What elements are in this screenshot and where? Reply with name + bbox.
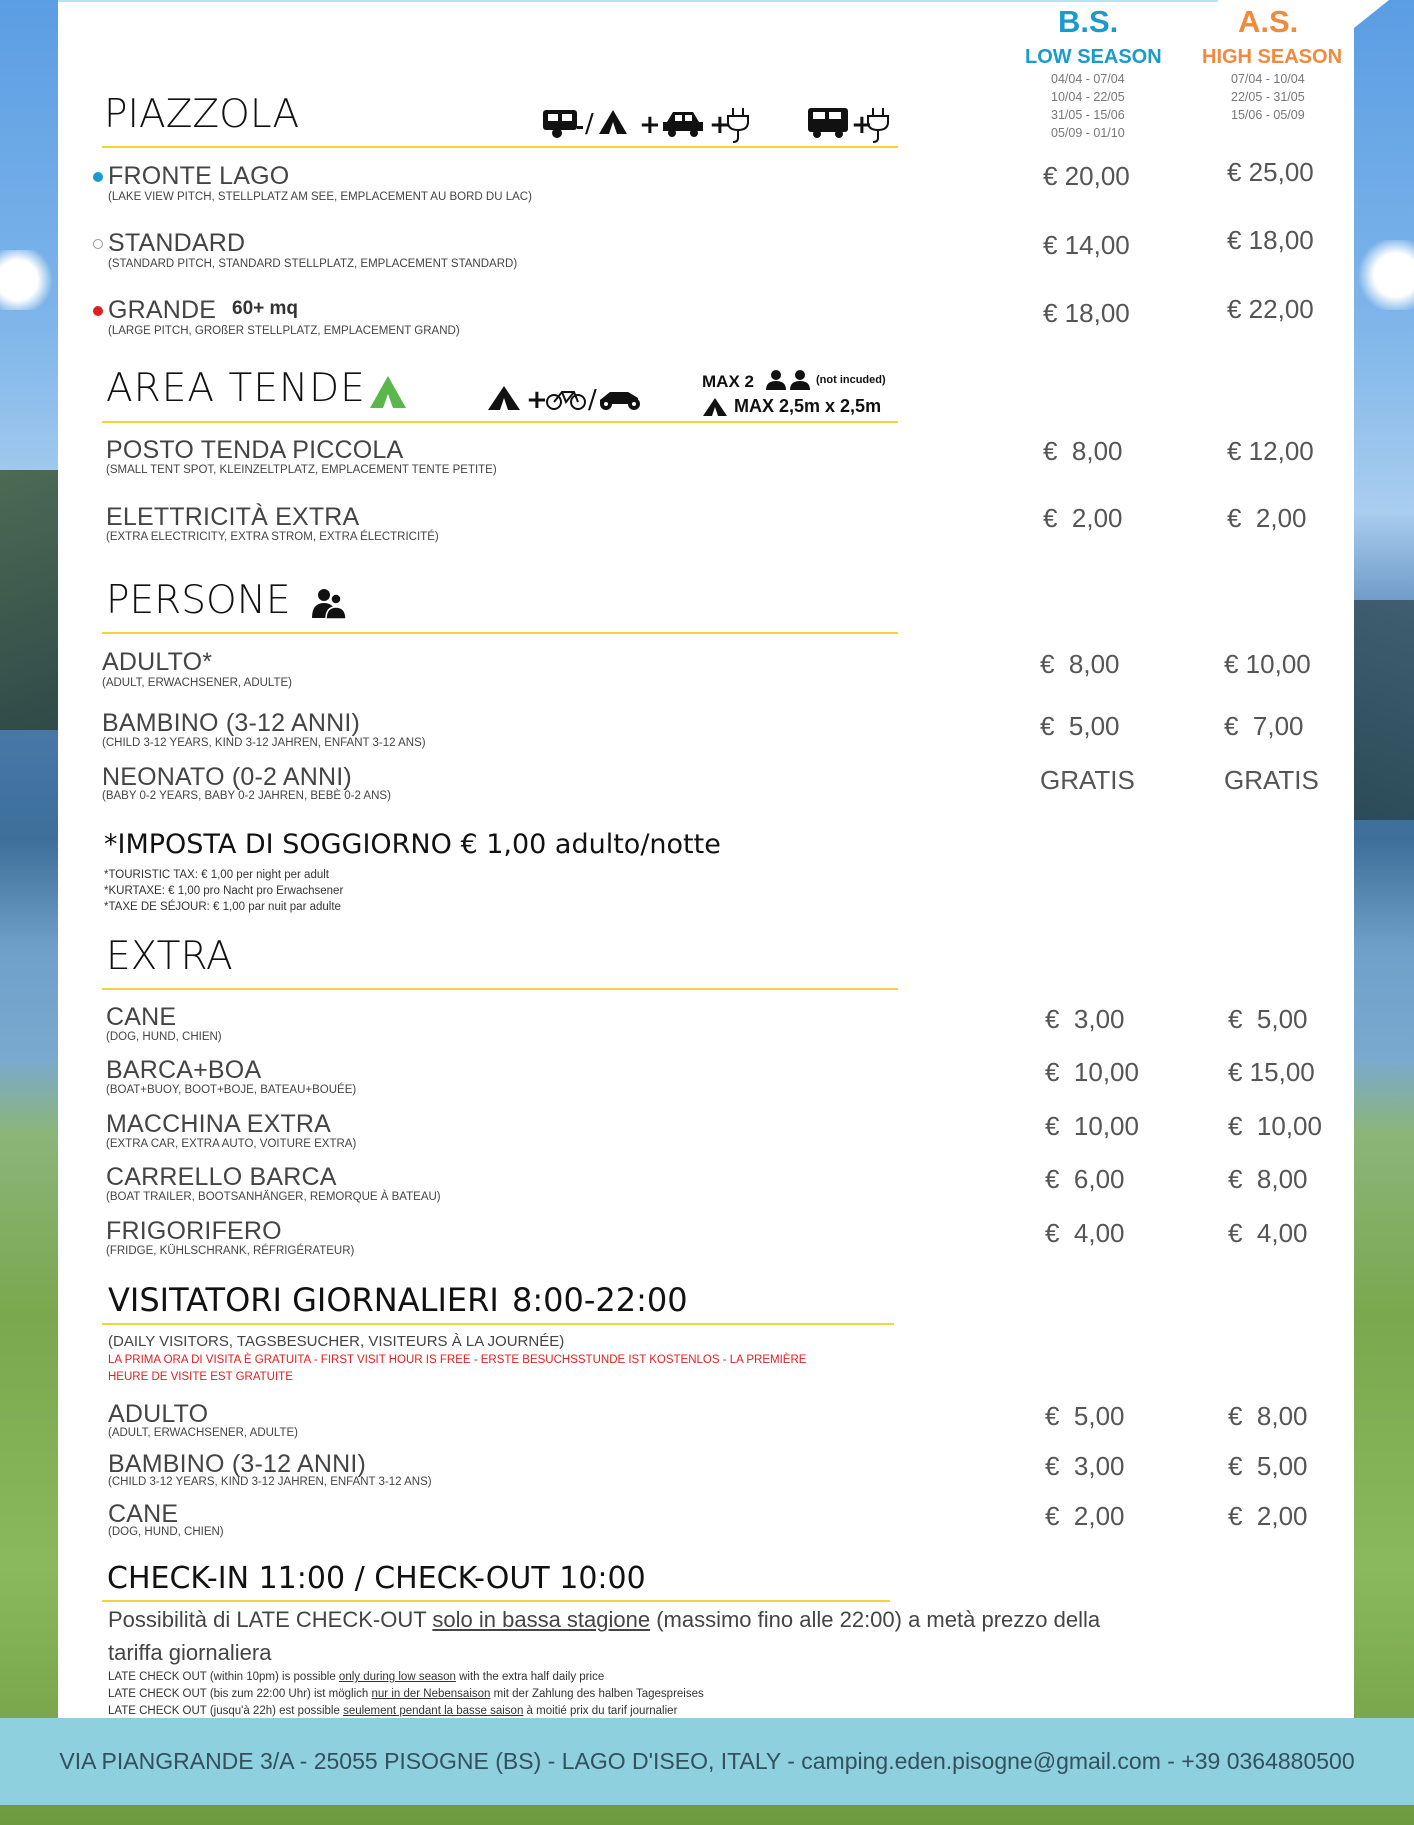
svg-text:+: + — [639, 110, 661, 140]
frigorifero-bs-price: € 4,00 — [1045, 1218, 1125, 1248]
visitor-adulto-bs-price: € 5,00 — [1045, 1401, 1125, 1431]
camper-icon — [808, 108, 848, 138]
frigorifero-sub: (FRIDGE, KÜHLSCHRANK, RÉFRIGÉRATEUR) — [106, 1245, 355, 1257]
carrello-barca-bs-price: € 6,00 — [1045, 1164, 1125, 1194]
visitatori-free-hour-2: HEURE DE VISITE EST GRATUITE — [108, 1371, 293, 1383]
as-date-3: 15/06 - 05/09 — [1231, 108, 1305, 122]
persone-underline — [102, 632, 898, 634]
visitor-adulto-as-price: € 8,00 — [1228, 1401, 1308, 1431]
macchina-extra-as-price: € 10,00 — [1228, 1111, 1322, 1141]
fronte-lago-label: FRONTE LAGO — [108, 162, 290, 190]
visitor-cane-sub: (DOG, HUND, CHIEN) — [108, 1526, 224, 1538]
top-border — [58, 0, 1218, 2]
not-included-note: (not incuded) — [816, 374, 886, 386]
cloud-right — [1354, 240, 1414, 310]
tent-icon — [488, 386, 520, 410]
late-checkout-it: Possibilità di LATE CHECK-OUT solo in bassa stagione (massimo fino alle 22:00) a metà prezzo della — [108, 1607, 1101, 1632]
bs-date-2: 10/04 - 22/05 — [1051, 90, 1125, 104]
as-code: A.S. — [1238, 4, 1299, 39]
cloud-left — [0, 250, 58, 310]
grande-size: 60+ mq — [232, 298, 299, 319]
visitor-cane-label: CANE — [108, 1500, 179, 1528]
footer-address[interactable]: VIA PIANGRANDE 3/A - 25055 PISOGNE (BS) - LAGO D'ISEO, ITALY - camping.eden.pisogne@gmail.com - +39 0364880500 — [59, 1748, 1355, 1774]
as-date-2: 22/05 - 31/05 — [1231, 90, 1305, 104]
standard-label: STANDARD — [108, 229, 246, 257]
piazzola-title: PIAZZOLA — [104, 92, 300, 137]
visitor-bambino-as-price: € 5,00 — [1228, 1451, 1308, 1481]
svg-text:/: / — [585, 109, 594, 139]
bs-label: LOW SEASON — [1025, 46, 1162, 68]
posto-tenda-as-price: € 12,00 — [1227, 436, 1314, 466]
adulto-as-price: € 10,00 — [1224, 649, 1311, 679]
late-checkout-de: LATE CHECK OUT (bis zum 22:00 Uhr) ist möglich nur in der Nebensaison mit der Zahlung des halben Tagespreises — [108, 1688, 704, 1700]
fronte-lago-as-price: € 25,00 — [1227, 157, 1314, 187]
standard-sub: (STANDARD PITCH, STANDARD STELLPLATZ, EMPLACEMENT STANDARD) — [108, 258, 518, 270]
standard-as-price: € 18,00 — [1227, 225, 1314, 255]
footer-contact-bar — [0, 1718, 1414, 1805]
carrello-barca-label: CARRELLO BARCA — [106, 1163, 337, 1191]
fronte-lago-sub: (LAKE VIEW PITCH, STELLPLATZ AM SEE, EMPLACEMENT AU BORD DU LAC) — [108, 191, 532, 203]
neonato-sub: (BABY 0-2 YEARS, BABY 0-2 JAHREN, BEBÈ 0-2 ANS) — [102, 790, 391, 802]
visitatori-free-hour-1: LA PRIMA ORA DI VISITA È GRATUITA - FIRST VISIT HOUR IS FREE - ERSTE BESUCHSSTUNDE IST KOSTENLOS - LA PREMIÈRE — [108, 1354, 807, 1366]
late-checkout-it-2: tariffa giornaliera — [108, 1640, 272, 1665]
elettricita-label: ELETTRICITÀ EXTRA — [106, 503, 360, 531]
grande-label: GRANDE — [108, 296, 217, 324]
elettricita-bs-price: € 2,00 — [1043, 503, 1123, 533]
visitatori-hours: 8:00-22:00 — [512, 1281, 688, 1319]
mountain-right — [1354, 600, 1414, 820]
as-label: HIGH SEASON — [1202, 46, 1343, 68]
lake-view-dot — [93, 172, 103, 182]
neonato-as-price: GRATIS — [1224, 765, 1319, 795]
visitor-cane-as-price: € 2,00 — [1228, 1501, 1308, 1531]
barca-boa-sub: (BOAT+BUOY, BOOT+BOJE, BATEAU+BOUÉE) — [106, 1084, 357, 1096]
svg-text:+: + — [526, 385, 548, 412]
extra-title: EXTRA — [106, 934, 233, 979]
late-checkout-en: LATE CHECK OUT (within 10pm) is possible only during low season with the extra half daily price — [108, 1671, 605, 1683]
cane-label: CANE — [106, 1003, 177, 1031]
bambino-bs-price: € 5,00 — [1040, 711, 1120, 741]
fronte-lago-bs-price: € 20,00 — [1043, 161, 1130, 191]
neonato-label: NEONATO (0-2 ANNI) — [102, 763, 352, 791]
visitor-cane-bs-price: € 2,00 — [1045, 1501, 1125, 1531]
visitatori-underline — [102, 1323, 894, 1325]
bs-date-3: 31/05 - 15/06 — [1051, 108, 1125, 122]
elettricita-as-price: € 2,00 — [1227, 503, 1307, 533]
persone-title: PERSONE — [106, 578, 291, 623]
bicycle-icon — [547, 392, 585, 409]
tende-underline — [102, 421, 898, 423]
frigorifero-label: FRIGORIFERO — [106, 1217, 282, 1245]
neonato-bs-price: GRATIS — [1040, 765, 1135, 795]
svg-text:+: + — [709, 110, 731, 140]
visitatori-sub: (DAILY VISITORS, TAGSBESUCHER, VISITEURS À LA JOURNÉE) — [108, 1333, 565, 1350]
max-people-label: MAX 2 — [702, 372, 754, 391]
visitor-bambino-label: BAMBINO (3-12 ANNI) — [108, 1450, 367, 1478]
standard-bs-price: € 14,00 — [1043, 230, 1130, 260]
visitor-adulto-sub: (ADULT, ERWACHSENER, ADULTE) — [108, 1427, 298, 1439]
people-group-icon — [312, 586, 346, 620]
adulto-bs-price: € 8,00 — [1040, 649, 1120, 679]
carrello-barca-sub: (BOAT TRAILER, BOOTSANHÄNGER, REMORQUE À BATEAU) — [106, 1191, 441, 1203]
as-date-1: 07/04 - 10/04 — [1231, 72, 1305, 86]
bambino-as-price: € 7,00 — [1224, 711, 1304, 741]
visitor-bambino-bs-price: € 3,00 — [1045, 1451, 1125, 1481]
posto-tenda-bs-price: € 8,00 — [1043, 436, 1123, 466]
barca-boa-label: BARCA+BOA — [106, 1056, 262, 1084]
piazzola-underline — [102, 146, 898, 148]
grande-bs-price: € 18,00 — [1043, 298, 1130, 328]
tent-icon — [599, 110, 627, 134]
barca-boa-as-price: € 15,00 — [1228, 1057, 1315, 1087]
posto-tenda-sub: (SMALL TENT SPOT, KLEINZELTPLATZ, EMPLACEMENT TENTE PETITE) — [106, 464, 497, 476]
visitor-bambino-sub: (CHILD 3-12 YEARS, KIND 3-12 JAHREN, ENFANT 3-12 ANS) — [108, 1476, 432, 1488]
grande-as-price: € 22,00 — [1227, 294, 1314, 324]
bambino-sub: (CHILD 3-12 YEARS, KIND 3-12 JAHREN, ENFANT 3-12 ANS) — [102, 737, 426, 749]
adulto-sub: (ADULT, ERWACHSENER, ADULTE) — [102, 677, 292, 689]
checkin-title: CHECK-IN 11:00 / CHECK-OUT 10:00 — [107, 1561, 646, 1596]
plug-icon — [728, 108, 748, 142]
extra-underline — [102, 988, 898, 990]
bs-date-1: 04/04 - 07/04 — [1051, 72, 1125, 86]
bs-date-4: 05/09 - 01/10 — [1051, 126, 1125, 140]
checkin-underline — [102, 1600, 890, 1602]
large-pitch-dot — [93, 306, 103, 316]
max-size-label: MAX 2,5m x 2,5m — [734, 396, 882, 416]
caravan-icon — [543, 110, 583, 138]
pitch-icons — [543, 104, 903, 144]
late-checkout-fr: LATE CHECK OUT (jusqu'à 22h) est possible seulement pendant la basse saison à moitié prix du tarif journalier — [108, 1705, 678, 1717]
standard-dot — [93, 239, 103, 249]
green-tent-icon — [368, 374, 408, 410]
adulto-label: ADULTO* — [102, 648, 213, 676]
tent-bike-moto-icons — [486, 382, 646, 412]
cane-sub: (DOG, HUND, CHIEN) — [106, 1031, 222, 1043]
tourist-tax-title: *IMPOSTA DI SOGGIORNO € 1,00 adulto/notte — [104, 829, 721, 860]
macchina-extra-sub: (EXTRA CAR, EXTRA AUTO, VOITURE EXTRA) — [106, 1138, 357, 1150]
posto-tenda-label: POSTO TENDA PICCOLA — [106, 436, 404, 464]
people-icon — [766, 370, 812, 390]
frigorifero-as-price: € 4,00 — [1228, 1218, 1308, 1248]
tax-de: *KURTAXE: € 1,00 pro Nacht pro Erwachsener — [104, 885, 344, 897]
svg-text:+: + — [851, 110, 873, 140]
macchina-extra-label: MACCHINA EXTRA — [106, 1110, 332, 1138]
car-icon — [663, 112, 703, 137]
tax-fr: *TAXE DE SÉJOUR: € 1,00 par nuit par adulte — [104, 901, 341, 913]
cane-as-price: € 5,00 — [1228, 1004, 1308, 1034]
barca-boa-bs-price: € 10,00 — [1045, 1057, 1139, 1087]
elettricita-sub: (EXTRA ELECTRICITY, EXTRA STROM, EXTRA ÉLECTRICITÉ) — [106, 531, 439, 543]
mountain-left — [0, 470, 60, 730]
bambino-label: BAMBINO (3-12 ANNI) — [102, 709, 361, 737]
bs-code: B.S. — [1058, 4, 1119, 39]
svg-text:/: / — [588, 385, 597, 412]
macchina-extra-bs-price: € 10,00 — [1045, 1111, 1139, 1141]
tax-en: *TOURISTIC TAX: € 1,00 per night per adult — [104, 869, 329, 881]
cane-bs-price: € 3,00 — [1045, 1004, 1125, 1034]
grande-sub: (LARGE PITCH, GROßER STELLPLATZ, EMPLACEMENT GRAND) — [108, 325, 460, 337]
visitatori-title: VISITATORI GIORNALIERI — [108, 1281, 499, 1319]
motorcycle-icon — [600, 392, 640, 410]
carrello-barca-as-price: € 8,00 — [1228, 1164, 1308, 1194]
visitor-adulto-label: ADULTO — [108, 1400, 209, 1428]
area-tende-title: AREA TENDE — [106, 366, 366, 411]
tent-size-icon — [702, 397, 728, 417]
